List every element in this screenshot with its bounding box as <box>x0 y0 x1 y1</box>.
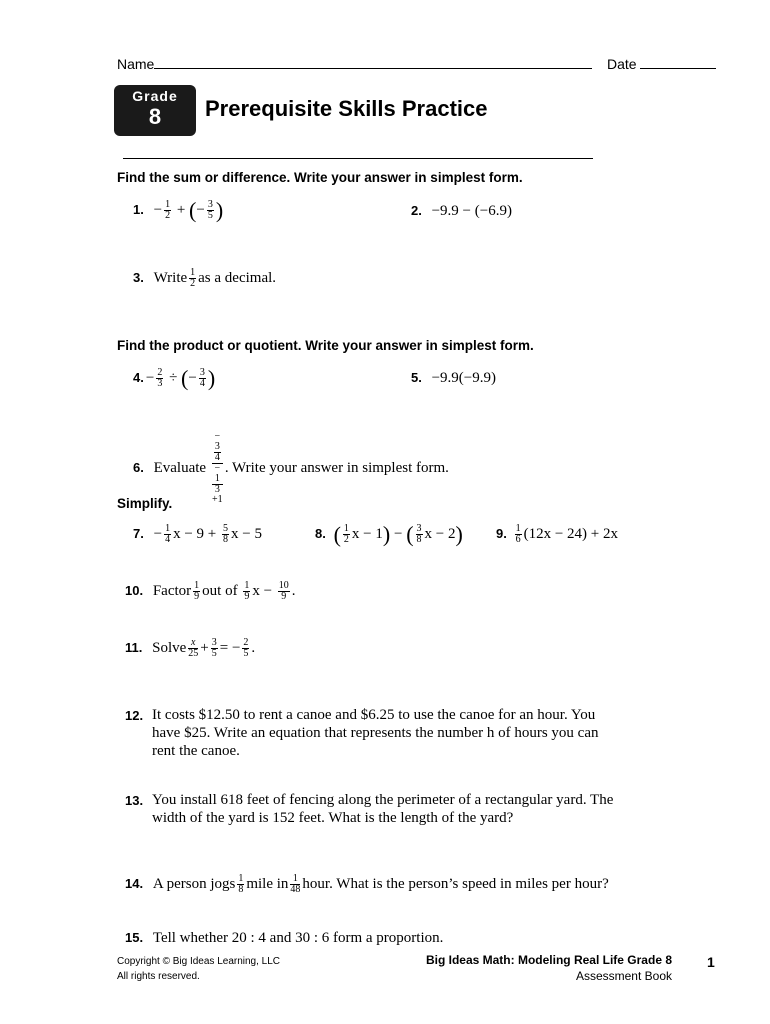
problem-text: It costs $12.50 to rent a canoe and $6.25 to use the canoe for an hour. You have $25. Write an equation that represents the number h of hours you can rent the canoe. <box>152 707 599 759</box>
problem-expression: x − 9 + <box>173 525 217 542</box>
close-paren: ) <box>455 521 463 547</box>
problem-text: Evaluate <box>153 459 207 476</box>
minus-sign: − <box>153 525 163 542</box>
footer-book <box>426 952 672 984</box>
rights-text: All rights reserved. <box>117 971 200 982</box>
problem-text: Write <box>153 269 188 286</box>
fraction: $\frac{2}{3}$ <box>157 367 163 389</box>
problem-expression: x − 2 <box>424 525 456 542</box>
fraction: $\frac{3}{5}$ <box>211 637 217 659</box>
book-subtitle: Assessment Book <box>575 969 672 983</box>
problem-text: hour. What is the person’s speed in miles per hour? <box>302 875 609 892</box>
fraction: $\frac{1}{2}$ <box>343 523 349 545</box>
fraction: $\frac{1}{6}$ <box>515 523 521 545</box>
fraction: $\frac{1}{2}$ <box>190 267 196 289</box>
book-title: Big Ideas Math: Modeling Real Life Grade 8 <box>425 953 672 967</box>
problem-number: 1. <box>133 201 144 217</box>
grade-badge <box>114 85 196 136</box>
grade-number: 8 <box>148 104 162 129</box>
problem-number: 14. <box>125 875 144 891</box>
problem-expression: −9.9 − (−6.9) <box>431 203 512 219</box>
fraction: $\frac{1}{9}$ <box>244 580 250 602</box>
problem-number: 12. <box>125 708 144 723</box>
fraction: $\frac{3}{8}$ <box>416 523 422 545</box>
problem-text: You install 618 feet of fencing along the perimeter of a rectangular yard. The width of the yard is 152 feet. What is the length of the yard? <box>152 792 614 826</box>
open-paren: ( <box>406 521 414 547</box>
open-paren: ( <box>333 521 341 547</box>
fraction: $\frac{1}{4}$ <box>165 523 171 545</box>
problem-8 <box>315 521 463 547</box>
section-instruction-1: Find the sum or difference. Write your answer in simplest form. <box>117 170 523 185</box>
minus-sign: − <box>393 525 403 542</box>
problem-number: 10. <box>125 582 144 598</box>
minus-sign: − <box>153 201 163 218</box>
problem-9 <box>496 524 618 545</box>
fraction: $\frac{1}{9}$ <box>194 580 200 602</box>
problem-number: 13. <box>125 793 144 808</box>
grade-label: Grade <box>132 88 178 104</box>
fraction: $\frac{5}{8}$ <box>222 523 228 545</box>
problem-expression: x − 5 <box>230 525 262 542</box>
problem-number: 15. <box>125 930 144 945</box>
problem-expression: −9.9(−9.9) <box>431 370 497 386</box>
problem-text: A person jogs <box>152 875 236 892</box>
problem-text: as a decimal. <box>198 269 277 286</box>
plus-sign: + <box>200 639 209 656</box>
plus-sign: + <box>176 201 186 218</box>
divide-sign: ÷ <box>169 369 178 386</box>
fraction: $\frac{3}{4}$ <box>199 367 205 389</box>
problem-number: 8. <box>315 525 326 541</box>
page-number: 1 <box>707 954 715 970</box>
period: . <box>251 639 256 656</box>
problem-15 <box>125 929 443 947</box>
name-label: Name <box>117 56 155 72</box>
problem-text: mile in <box>246 875 289 892</box>
problem-number: 4. <box>133 369 144 385</box>
fraction: $\frac{1}{8}$ <box>238 873 244 895</box>
problem-2 <box>411 202 512 220</box>
copyright-text: Copyright © Big Ideas Learning, LLC <box>117 956 281 967</box>
minus-sign: − <box>145 369 155 386</box>
fraction: $\frac{3}{5}$ <box>207 199 213 221</box>
problem-text: . Write your answer in simplest form. <box>224 459 449 476</box>
problem-expression: x − <box>252 582 273 599</box>
section-instruction-3: Simplify. <box>117 496 173 511</box>
problem-number: 9. <box>496 525 507 541</box>
period: . <box>291 582 296 599</box>
problem-4 <box>133 365 216 391</box>
problem-number: 5. <box>411 370 422 385</box>
problem-number: 3. <box>133 269 144 285</box>
minus-sign: − <box>188 369 197 386</box>
footer-copyright <box>117 954 280 984</box>
problem-number: 7. <box>133 525 144 541</box>
name-line <box>154 56 592 69</box>
problem-text: out of <box>202 582 238 599</box>
fraction: $\frac{10}{9}$ <box>278 580 289 602</box>
minus-sign: − <box>196 201 205 218</box>
complex-fraction: − 3 4 − 1 3 +1 <box>212 431 223 505</box>
fraction: $\frac{2}{5}$ <box>243 637 249 659</box>
close-paren: ) <box>207 365 216 391</box>
close-paren: ) <box>215 197 224 223</box>
section-instruction-2: Find the product or quotient. Write your answer in simplest form. <box>117 338 534 353</box>
equals-sign: = − <box>219 639 241 656</box>
problem-number: 11. <box>125 639 143 655</box>
close-paren: ) <box>382 521 391 547</box>
page-title: Prerequisite Skills Practice <box>205 96 488 121</box>
problem-5 <box>411 369 496 387</box>
open-paren: ( <box>181 365 189 391</box>
problem-11 <box>125 638 255 659</box>
problem-number: 2. <box>411 203 422 218</box>
problem-expression: (12x − 24) + 2x <box>523 525 619 542</box>
problem-text: Factor <box>152 582 192 599</box>
problem-6 <box>133 432 449 505</box>
problem-14 <box>125 874 609 895</box>
date-field <box>607 56 716 72</box>
title-rule <box>123 158 593 159</box>
fraction: $\frac{1}{48}$ <box>290 873 301 895</box>
problem-text: Tell whether 20 : 4 and 30 : 6 form a proportion. <box>152 930 444 946</box>
problem-3 <box>133 268 276 289</box>
fraction: $\frac{1}{2}$ <box>165 199 171 221</box>
problem-expression: x − 1 <box>351 525 383 542</box>
problem-text: Solve <box>152 639 187 656</box>
open-paren: ( <box>189 197 197 223</box>
problem-1 <box>133 197 224 223</box>
date-label: Date <box>607 56 637 72</box>
problem-7 <box>133 524 262 545</box>
problem-10 <box>125 581 296 602</box>
date-line <box>640 56 716 69</box>
name-field <box>117 56 592 72</box>
fraction: $\frac{x}{25}$ <box>188 637 199 659</box>
problem-number: 6. <box>133 459 144 475</box>
